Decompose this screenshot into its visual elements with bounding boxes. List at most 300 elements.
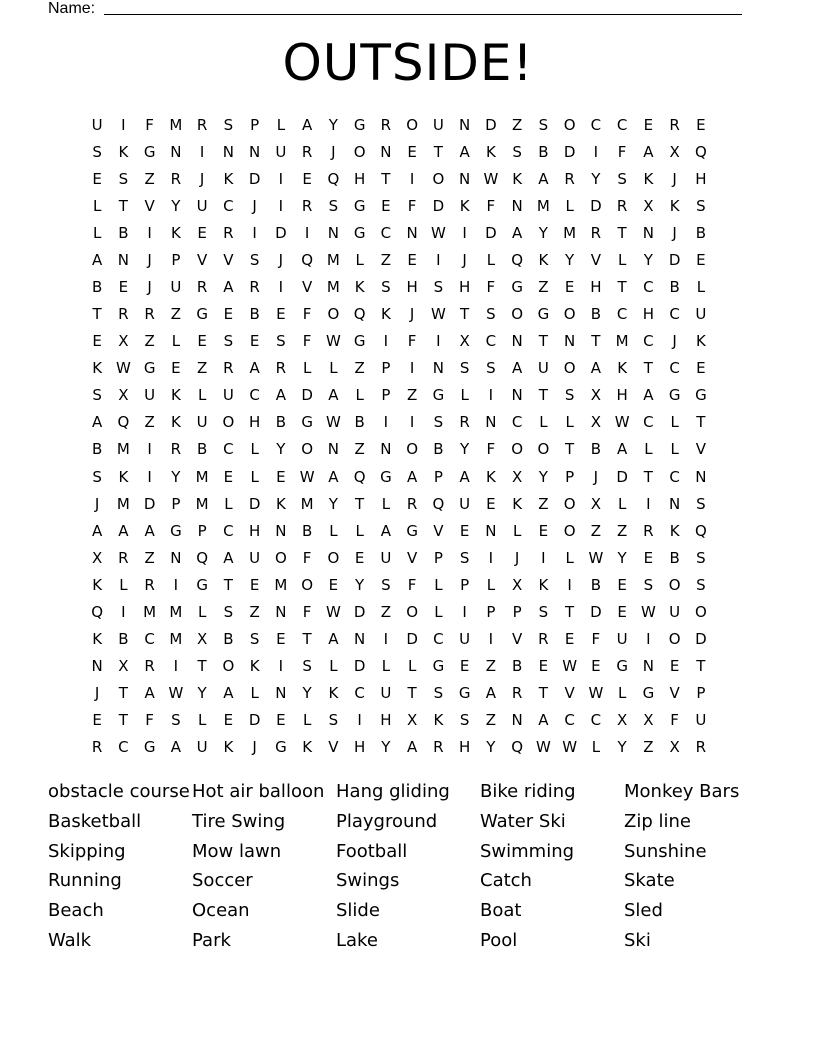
grid-letter: S <box>433 278 444 296</box>
grid-letter: A <box>118 521 129 540</box>
word-list-item: Skate <box>624 870 675 892</box>
grid-letter: A <box>616 440 628 459</box>
grid-letter: L <box>434 602 443 621</box>
grid-letter: J <box>278 250 284 269</box>
grid-letter: R <box>223 223 234 242</box>
word-list-item: Beach <box>48 900 104 922</box>
grid-letter: Y <box>538 467 548 486</box>
grid-letter: A <box>538 169 549 188</box>
grid-letter: D <box>248 494 261 513</box>
grid-letter: K <box>302 738 313 757</box>
grid-letter: D <box>485 223 497 242</box>
grid-letter: B <box>275 413 287 432</box>
grid-letter: U <box>222 386 234 405</box>
grid-letter: X <box>590 413 602 432</box>
grid-letter: V <box>433 521 444 540</box>
grid-letter: L <box>644 440 653 459</box>
grid-letter: Q <box>694 521 707 540</box>
grid-letter: E <box>276 467 286 486</box>
grid-letter: I <box>409 359 415 378</box>
grid-letter: J <box>252 196 257 215</box>
grid-letter: A <box>643 142 654 161</box>
grid-letter: Z <box>354 440 365 459</box>
grid-letter: L <box>565 196 574 215</box>
grid-letter: U <box>196 196 208 215</box>
grid-letter: R <box>144 575 155 594</box>
grid-row <box>84 598 714 625</box>
grid-letter: W <box>483 169 499 188</box>
word-list-item: Lake <box>336 929 378 951</box>
grid-letter: W <box>588 548 604 567</box>
grid-row <box>84 301 714 328</box>
grid-letter: U <box>459 630 471 649</box>
grid-letter: X <box>511 575 523 594</box>
grid-letter: I <box>252 223 257 242</box>
grid-letter: K <box>249 657 260 676</box>
grid-letter: Z <box>511 115 523 134</box>
grid-letter: T <box>591 332 601 351</box>
grid-letter: L <box>250 467 259 486</box>
grid-letter: T <box>460 305 470 324</box>
grid-letter: D <box>275 223 287 242</box>
grid-letter: I <box>436 250 441 269</box>
grid-letter: W <box>588 684 604 703</box>
grid-letter: E <box>118 278 129 296</box>
grid-letter: K <box>512 494 523 513</box>
grid-letter: F <box>591 630 601 649</box>
grid-letter: K <box>669 521 680 540</box>
grid-letter: E <box>669 657 680 676</box>
grid-letter: Y <box>302 684 312 703</box>
grid-letter: B <box>433 440 444 459</box>
grid-letter: Z <box>485 657 497 676</box>
grid-letter: U <box>537 359 549 378</box>
grid-row <box>84 409 714 436</box>
grid-letter: J <box>462 250 467 269</box>
grid-letter: E <box>486 494 496 513</box>
grid-letter: N <box>511 332 523 351</box>
grid-letter: F <box>145 711 154 730</box>
grid-letter: E <box>617 602 627 621</box>
word-list-item: Hot air balloon <box>192 781 325 802</box>
grid-letter: D <box>668 250 681 269</box>
word-list-item: obstacle course <box>48 781 190 802</box>
grid-letter: R <box>590 223 602 242</box>
grid-letter: Z <box>249 602 260 621</box>
grid-row <box>84 138 714 165</box>
grid-letter: X <box>118 657 129 676</box>
grid-letter: E <box>459 521 470 540</box>
grid-letter: A <box>459 142 470 161</box>
grid-letter: O <box>563 521 576 540</box>
word-list-item: Ocean <box>192 900 250 922</box>
grid-letter: B <box>91 278 103 296</box>
grid-letter: O <box>222 657 235 676</box>
grid-letter: I <box>488 548 494 567</box>
grid-letter: X <box>118 386 129 405</box>
grid-letter: P <box>250 115 260 134</box>
grid-letter: E <box>459 657 470 676</box>
grid-letter: L <box>565 548 574 567</box>
grid-letter: Z <box>485 711 497 730</box>
grid-row <box>84 165 714 192</box>
grid-letter: Z <box>144 332 155 351</box>
grid-letter: O <box>563 359 576 378</box>
grid-letter: X <box>643 711 654 730</box>
grid-letter: D <box>432 196 445 215</box>
grid-letter: I <box>383 413 389 432</box>
grid-letter: W <box>430 223 446 242</box>
grid-letter: W <box>562 657 578 676</box>
grid-letter: O <box>668 630 681 649</box>
grid-letter: R <box>275 359 287 378</box>
grid-letter: H <box>642 305 655 324</box>
grid-letter: X <box>669 738 680 757</box>
grid-letter: F <box>302 332 312 351</box>
grid-letter: D <box>353 602 366 621</box>
grid-letter: S <box>92 386 102 405</box>
grid-letter: E <box>617 575 627 594</box>
grid-letter: N <box>432 359 444 378</box>
grid-letter: O <box>327 305 340 324</box>
grid-letter: D <box>590 602 602 621</box>
grid-letter: S <box>223 115 234 134</box>
grid-letter: L <box>171 332 181 351</box>
grid-row <box>84 436 714 463</box>
grid-letter: E <box>564 278 575 296</box>
grid-letter: N <box>564 332 576 351</box>
grid-letter: X <box>616 711 628 730</box>
grid-letter: K <box>485 142 496 161</box>
grid-letter: L <box>329 521 338 540</box>
grid-letter: T <box>92 305 102 324</box>
grid-row <box>84 192 714 219</box>
grid-letter: I <box>462 223 467 242</box>
grid-letter: F <box>670 711 679 730</box>
grid-letter: Z <box>354 359 365 378</box>
grid-letter: L <box>355 386 364 405</box>
grid-letter: E <box>92 711 102 730</box>
grid-letter: Z <box>144 169 155 188</box>
grid-letter: T <box>407 684 417 703</box>
grid-letter: O <box>353 142 366 161</box>
grid-letter: C <box>669 467 680 486</box>
grid-letter: L <box>670 440 679 459</box>
grid-letter: Z <box>538 494 549 513</box>
grid-letter: K <box>275 494 286 513</box>
grid-letter: K <box>223 169 234 188</box>
grid-letter: A <box>170 738 181 757</box>
grid-letter: I <box>147 467 152 486</box>
grid-letter: C <box>643 278 654 296</box>
grid-letter: A <box>223 548 234 567</box>
grid-letter: Z <box>380 602 392 621</box>
grid-letter: V <box>511 630 523 649</box>
grid-letter: L <box>197 711 207 730</box>
grid-row <box>84 328 714 355</box>
grid-letter: V <box>406 548 418 567</box>
grid-letter: L <box>302 711 312 730</box>
grid-letter: A <box>406 738 418 757</box>
grid-letter: X <box>669 142 680 161</box>
grid-letter: P <box>197 521 207 540</box>
grid-letter: A <box>643 386 654 405</box>
grid-letter: J <box>514 548 520 567</box>
grid-letter: M <box>274 575 288 594</box>
grid-letter: T <box>643 467 653 486</box>
grid-letter: M <box>169 602 183 621</box>
grid-letter: R <box>406 494 418 513</box>
grid-letter: W <box>115 359 131 378</box>
grid-letter: E <box>171 359 181 378</box>
grid-letter: C <box>616 305 628 324</box>
grid-letter: P <box>486 602 496 621</box>
puzzle-title: OUTSIDE! <box>282 34 534 92</box>
grid-letter: Z <box>144 548 155 567</box>
grid-letter: Q <box>327 169 340 188</box>
grid-letter: W <box>640 602 656 621</box>
grid-letter: X <box>643 196 654 215</box>
grid-letter: E <box>696 115 706 134</box>
grid-letter: I <box>357 711 362 730</box>
grid-letter: R <box>118 305 129 324</box>
grid-letter: Z <box>380 250 392 269</box>
grid-letter: O <box>432 169 445 188</box>
word-list-item: Playground <box>336 810 438 832</box>
grid-letter: N <box>380 440 392 459</box>
grid-letter: S <box>433 413 444 432</box>
grid-letter: S <box>302 657 312 676</box>
grid-letter: Y <box>276 440 286 459</box>
grid-letter: M <box>143 602 157 621</box>
word-list-item: Park <box>192 929 231 951</box>
grid-letter: S <box>696 548 706 567</box>
grid-letter: G <box>301 413 313 432</box>
grid-letter: B <box>695 223 707 242</box>
grid-letter: K <box>617 359 628 378</box>
grid-letter: R <box>459 413 470 432</box>
grid-letter: F <box>486 278 496 296</box>
word-list-item: Swings <box>336 870 400 892</box>
grid-row <box>84 707 714 734</box>
word-list-item: Ski <box>624 929 651 951</box>
grid-letter: C <box>643 332 654 351</box>
grid-letter: E <box>696 250 706 269</box>
grid-letter: N <box>222 142 234 161</box>
grid-letter: S <box>328 196 339 215</box>
grid-letter: K <box>170 413 181 432</box>
grid-letter: E <box>249 575 260 594</box>
grid-letter: E <box>591 657 601 676</box>
grid-letter: P <box>171 494 181 513</box>
grid-letter: N <box>117 250 129 269</box>
grid-letter: C <box>249 386 260 405</box>
grid-letter: M <box>300 494 314 513</box>
grid-letter: C <box>380 223 392 242</box>
grid-letter: C <box>485 332 497 351</box>
grid-letter: S <box>617 169 627 188</box>
grid-letter: E <box>197 332 207 351</box>
grid-letter: J <box>672 332 677 351</box>
name-field[interactable] <box>48 0 748 20</box>
grid-letter: J <box>252 738 257 757</box>
word-list-item: Running <box>48 870 122 892</box>
grid-letter: J <box>672 223 677 242</box>
grid-letter: P <box>171 250 181 269</box>
grid-letter: N <box>642 223 654 242</box>
grid-letter: Y <box>171 467 181 486</box>
grid-letter: R <box>249 278 260 296</box>
grid-letter: P <box>433 548 443 567</box>
grid-letter: D <box>695 630 707 649</box>
grid-letter: G <box>143 738 156 757</box>
grid-letter: P <box>381 359 391 378</box>
grid-letter: K <box>328 684 339 703</box>
grid-letter: T <box>565 440 575 459</box>
grid-letter: O <box>668 575 681 594</box>
name-underline[interactable] <box>104 14 742 15</box>
grid-letter: I <box>173 575 179 594</box>
grid-letter: E <box>407 142 417 161</box>
grid-letter: S <box>118 169 129 188</box>
grid-letter: K <box>485 467 496 486</box>
grid-letter: A <box>328 386 339 405</box>
grid-letter: E <box>197 223 207 242</box>
grid-letter: J <box>409 305 415 324</box>
grid-letter: P <box>512 602 522 621</box>
grid-row <box>84 382 714 409</box>
grid-letter: J <box>593 467 599 486</box>
grid-letter: Q <box>353 467 366 486</box>
grid-letter: B <box>196 440 208 459</box>
grid-letter: A <box>275 386 286 405</box>
grid-letter: S <box>643 575 654 594</box>
grid-letter: G <box>537 305 550 324</box>
grid-letter: U <box>616 630 628 649</box>
grid-letter: E <box>538 521 549 540</box>
grid-letter: M <box>195 467 209 486</box>
grid-letter: N <box>275 602 287 621</box>
grid-letter: T <box>223 575 233 594</box>
grid-letter: A <box>223 278 234 296</box>
grid-letter: C <box>433 630 444 649</box>
grid-letter: L <box>617 250 627 269</box>
grid-letter: L <box>302 359 312 378</box>
grid-letter: S <box>486 359 496 378</box>
grid-letter: Y <box>355 575 365 594</box>
grid-letter: G <box>353 196 366 215</box>
word-list-item: Sled <box>624 900 663 922</box>
grid-letter: G <box>458 684 471 703</box>
grid-letter: R <box>669 115 680 134</box>
grid-letter: T <box>381 169 391 188</box>
grid-letter: F <box>302 602 312 621</box>
grid-letter: X <box>590 386 602 405</box>
grid-letter: K <box>538 250 549 269</box>
grid-letter: I <box>462 602 467 621</box>
grid-letter: D <box>563 142 576 161</box>
grid-letter: S <box>92 142 102 161</box>
grid-letter: F <box>302 305 312 324</box>
grid-letter: N <box>642 657 654 676</box>
grid-letter: S <box>696 494 706 513</box>
grid-letter: K <box>695 332 706 351</box>
grid-letter: S <box>459 548 470 567</box>
grid-letter: H <box>353 738 366 757</box>
grid-letter: T <box>617 223 627 242</box>
grid-letter: W <box>614 413 630 432</box>
grid-letter: E <box>92 169 102 188</box>
grid-letter: T <box>197 657 207 676</box>
grid-letter: N <box>327 223 339 242</box>
grid-letter: D <box>353 657 366 676</box>
grid-letter: N <box>170 142 182 161</box>
grid-letter: C <box>354 684 365 703</box>
grid-letter: K <box>538 575 549 594</box>
grid-letter: K <box>118 142 129 161</box>
grid-letter: O <box>327 548 340 567</box>
grid-letter: Q <box>117 413 130 432</box>
grid-letter: N <box>459 169 471 188</box>
grid-letter: R <box>196 115 208 134</box>
grid-letter: B <box>538 142 549 161</box>
grid-letter: I <box>436 332 441 351</box>
grid-letter: O <box>301 575 314 594</box>
grid-letter: U <box>459 494 471 513</box>
grid-letter: Y <box>486 738 496 757</box>
grid-letter: E <box>564 630 575 649</box>
grid-row <box>84 734 714 761</box>
grid-letter: M <box>169 630 183 649</box>
grid-letter: S <box>459 359 470 378</box>
grid-letter: S <box>249 630 260 649</box>
grid-letter: E <box>354 548 365 567</box>
grid-letter: A <box>328 467 339 486</box>
grid-letter: E <box>223 467 234 486</box>
grid-letter: I <box>199 142 205 161</box>
grid-letter: J <box>199 169 205 188</box>
grid-row <box>84 463 714 490</box>
grid-row <box>84 571 714 598</box>
grid-letter: B <box>669 548 680 567</box>
grid-letter: L <box>329 657 338 676</box>
grid-letter: E <box>696 359 706 378</box>
grid-letter: K <box>459 196 470 215</box>
grid-letter: I <box>383 630 389 649</box>
grid-letter: O <box>511 305 524 324</box>
grid-letter: C <box>144 630 155 649</box>
grid-letter: N <box>485 521 497 540</box>
word-list-item: Football <box>336 840 408 862</box>
word-list-item: Basketball <box>48 810 142 832</box>
grid-letter: L <box>381 657 391 676</box>
grid-letter: M <box>326 250 340 269</box>
word-list-item: Bike riding <box>480 781 576 802</box>
grid-letter: I <box>173 657 179 676</box>
word-list-item: Soccer <box>192 870 253 892</box>
grid-letter: D <box>143 494 156 513</box>
grid-letter: Y <box>565 250 575 269</box>
grid-letter: I <box>646 630 651 649</box>
grid-letter: B <box>669 278 680 296</box>
grid-letter: C <box>511 413 523 432</box>
grid-letter: T <box>696 657 706 676</box>
grid-letter: G <box>143 359 156 378</box>
grid-letter: L <box>460 386 469 405</box>
grid-letter: Z <box>196 359 208 378</box>
grid-letter: E <box>328 575 339 594</box>
grid-letter: Q <box>353 305 366 324</box>
